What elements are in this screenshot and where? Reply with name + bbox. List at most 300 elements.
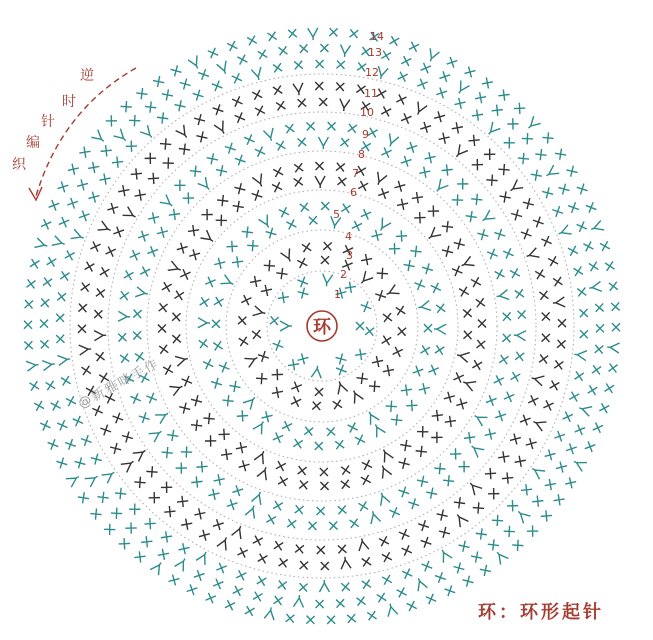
single-crochet-icon [297, 138, 306, 147]
single-crochet-icon [217, 195, 228, 206]
single-crochet-icon [180, 269, 190, 279]
increase-stitch-icon [79, 344, 92, 355]
single-crochet-icon [279, 558, 288, 567]
single-crochet-icon [257, 576, 267, 586]
increase-stitch-icon [508, 180, 524, 195]
single-crochet-icon [356, 597, 365, 606]
increase-stitch-icon [263, 128, 276, 142]
single-crochet-icon [309, 216, 318, 225]
single-crochet-icon [391, 414, 402, 425]
single-crochet-icon [253, 536, 263, 546]
single-crochet-icon [482, 77, 493, 88]
increase-stitch-icon [243, 394, 259, 410]
single-crochet-icon [592, 365, 601, 374]
single-crochet-icon [486, 395, 497, 406]
single-crochet-icon [502, 472, 513, 483]
single-crochet-icon [472, 360, 482, 370]
single-crochet-icon [432, 410, 443, 421]
single-crochet-icon [161, 531, 172, 542]
increase-stitch-icon [308, 28, 318, 40]
single-crochet-icon [542, 312, 550, 320]
single-crochet-icon [107, 203, 118, 214]
single-crochet-icon [327, 616, 335, 624]
single-crochet-icon [100, 425, 111, 436]
single-crochet-icon [378, 188, 389, 199]
single-crochet-icon [589, 262, 599, 272]
increase-stitch-icon [94, 330, 106, 340]
single-crochet-icon [147, 246, 158, 257]
single-crochet-icon [472, 159, 483, 170]
single-crochet-icon [521, 229, 532, 240]
single-crochet-icon [272, 182, 282, 192]
increase-stitch-icon [453, 512, 468, 528]
single-crochet-icon [456, 398, 467, 409]
single-crochet-icon [276, 268, 287, 279]
single-crochet-icon [100, 267, 110, 277]
single-crochet-icon [299, 44, 308, 53]
increase-stitch-icon [340, 45, 351, 58]
single-crochet-icon [134, 551, 145, 562]
increase-stitch-icon [135, 287, 149, 299]
single-crochet-icon [550, 381, 560, 391]
single-crochet-icon [434, 111, 445, 122]
increase-stitch-icon [319, 580, 329, 592]
increase-stitch-icon [414, 576, 428, 591]
single-crochet-icon [558, 319, 566, 327]
single-crochet-icon [226, 241, 237, 252]
single-crochet-icon [471, 552, 482, 563]
single-crochet-icon [67, 198, 78, 209]
single-crochet-icon [250, 276, 261, 287]
single-crochet-icon [278, 476, 288, 486]
single-crochet-icon [208, 48, 218, 58]
single-crochet-icon [273, 167, 283, 177]
increase-stitch-icon [574, 349, 587, 360]
increase-stitch-icon [373, 172, 387, 187]
single-crochet-icon [362, 557, 371, 566]
single-crochet-icon [47, 257, 57, 267]
single-crochet-icon [247, 36, 257, 46]
single-crochet-icon [298, 466, 307, 475]
single-crochet-icon [398, 72, 408, 82]
increase-stitch-icon [66, 472, 81, 487]
single-crochet-icon [57, 292, 66, 301]
single-crochet-icon [208, 489, 219, 500]
single-crochet-icon [471, 277, 481, 287]
single-crochet-icon [612, 323, 620, 331]
single-crochet-icon [442, 246, 453, 257]
single-crochet-icon [600, 241, 610, 251]
single-crochet-icon [242, 226, 253, 237]
single-crochet-icon [256, 373, 267, 384]
single-crochet-icon [65, 439, 76, 450]
increase-stitch-icon [217, 535, 231, 550]
single-crochet-icon [417, 426, 428, 437]
single-crochet-icon [431, 283, 441, 293]
single-crochet-icon [163, 365, 173, 375]
single-crochet-icon [327, 427, 336, 436]
single-crochet-icon [162, 282, 172, 292]
single-crochet-icon [416, 446, 427, 457]
single-crochet-icon [407, 601, 417, 611]
single-crochet-icon [401, 384, 412, 395]
single-crochet-icon [227, 499, 238, 510]
increase-stitch-icon [379, 447, 393, 462]
single-crochet-icon [321, 202, 329, 210]
single-crochet-icon [494, 375, 504, 385]
single-crochet-icon [255, 147, 265, 157]
single-crochet-icon [406, 400, 417, 411]
single-crochet-icon [472, 110, 483, 121]
single-crochet-icon [504, 526, 515, 537]
single-crochet-icon [205, 593, 215, 603]
single-crochet-icon [273, 340, 284, 351]
single-crochet-icon [355, 349, 366, 360]
single-crochet-icon [78, 304, 87, 313]
single-crochet-icon [133, 331, 141, 339]
single-crochet-icon [421, 537, 432, 548]
single-crochet-icon [272, 387, 283, 398]
single-crochet-icon [299, 480, 308, 489]
single-crochet-icon [68, 164, 79, 175]
single-crochet-icon [92, 406, 102, 416]
single-crochet-icon [565, 477, 576, 488]
single-crochet-icon [419, 383, 430, 394]
single-crochet-icon [304, 427, 313, 436]
single-crochet-icon [158, 549, 169, 560]
single-crochet-icon [459, 287, 469, 297]
direction-char-5: 织 [12, 157, 26, 173]
single-crochet-icon [205, 277, 215, 287]
single-crochet-icon [605, 384, 615, 394]
increase-stitch-icon [385, 603, 398, 617]
single-crochet-icon [498, 89, 509, 100]
single-crochet-icon [389, 507, 399, 517]
single-crochet-icon [468, 135, 479, 146]
increase-stitch-icon [455, 81, 470, 96]
increase-stitch-icon [335, 380, 348, 394]
single-crochet-icon [421, 63, 431, 73]
single-crochet-icon [500, 191, 511, 202]
single-crochet-icon [169, 575, 180, 586]
single-crochet-icon [181, 519, 192, 530]
single-crochet-icon [352, 221, 362, 231]
increase-stitch-icon [168, 261, 183, 275]
increase-stitch-icon [214, 121, 228, 136]
single-crochet-icon [299, 583, 308, 592]
round-number-label: 2 [340, 268, 347, 281]
single-crochet-icon [91, 454, 102, 465]
single-crochet-icon [495, 411, 506, 422]
single-crochet-icon [556, 462, 567, 473]
single-crochet-icon [252, 190, 263, 201]
single-crochet-icon [112, 157, 123, 168]
single-crochet-icon [543, 400, 553, 410]
increase-stitch-icon [349, 388, 363, 403]
single-crochet-icon [329, 521, 337, 529]
single-crochet-icon [535, 269, 545, 279]
single-crochet-icon [213, 579, 223, 589]
single-crochet-icon [401, 113, 411, 123]
single-crochet-icon [294, 61, 303, 70]
single-crochet-icon [485, 429, 496, 440]
single-crochet-icon [414, 212, 425, 223]
single-crochet-icon [517, 310, 525, 318]
single-crochet-icon [335, 440, 344, 449]
single-crochet-icon [315, 388, 323, 396]
single-crochet-icon [575, 371, 584, 380]
single-crochet-icon [417, 476, 428, 487]
single-crochet-icon [104, 524, 115, 535]
single-crochet-icon [401, 56, 411, 66]
single-crochet-icon [298, 288, 309, 299]
single-crochet-icon [40, 320, 48, 328]
single-crochet-icon [294, 163, 303, 172]
single-crochet-icon [159, 345, 168, 354]
single-crochet-icon [134, 477, 145, 488]
single-crochet-icon [559, 184, 570, 195]
single-crochet-icon [81, 435, 92, 446]
single-crochet-icon [26, 279, 35, 288]
single-crochet-icon [350, 519, 359, 528]
single-crochet-icon [507, 500, 518, 511]
single-crochet-icon [577, 222, 587, 232]
single-crochet-icon [146, 393, 156, 403]
single-crochet-icon [426, 488, 437, 499]
single-crochet-icon [431, 432, 442, 443]
single-crochet-icon [441, 164, 452, 175]
single-crochet-icon [442, 221, 453, 232]
single-crochet-icon [428, 205, 439, 216]
single-crochet-icon [25, 300, 34, 309]
single-crochet-icon [611, 302, 620, 311]
single-crochet-icon [389, 36, 399, 46]
increase-stitch-icon [315, 176, 325, 188]
single-crochet-icon [237, 410, 248, 421]
single-crochet-icon [424, 324, 432, 332]
single-crochet-icon [399, 458, 410, 469]
round-number-label: 9 [362, 128, 369, 141]
single-crochet-icon [476, 528, 487, 539]
increase-stitch-icon [220, 275, 235, 289]
single-crochet-icon [495, 269, 505, 279]
single-crochet-icon [316, 60, 324, 68]
single-crochet-icon [347, 614, 356, 623]
single-crochet-icon [599, 403, 609, 413]
single-crochet-icon [340, 138, 349, 147]
single-crochet-icon [341, 583, 350, 592]
single-crochet-icon [504, 137, 515, 148]
increase-stitch-icon [176, 125, 191, 141]
single-crochet-icon [126, 141, 137, 152]
single-crochet-icon [306, 616, 314, 624]
round-number-label: 7 [352, 167, 359, 180]
increase-stitch-icon [42, 359, 55, 371]
single-crochet-icon [397, 587, 407, 597]
single-crochet-icon [369, 381, 380, 392]
single-crochet-icon [410, 246, 421, 257]
single-crochet-icon [367, 611, 376, 620]
single-crochet-icon [512, 540, 523, 551]
single-crochet-icon [573, 267, 582, 276]
single-crochet-icon [523, 198, 534, 209]
single-crochet-icon [454, 497, 465, 508]
increase-stitch-icon [257, 465, 271, 480]
single-crochet-icon [527, 525, 538, 536]
round-number-label: 10 [360, 106, 374, 119]
single-crochet-icon [503, 312, 511, 320]
single-crochet-icon [279, 207, 289, 217]
single-crochet-icon [463, 331, 471, 339]
single-crochet-icon [356, 373, 367, 384]
single-crochet-icon [233, 201, 244, 212]
single-crochet-icon [148, 173, 159, 184]
single-crochet-icon [443, 475, 454, 486]
single-crochet-icon [177, 243, 188, 254]
increase-stitch-icon [155, 409, 170, 424]
single-crochet-icon [262, 411, 273, 422]
increase-stitch-icon [196, 550, 210, 565]
single-crochet-icon [222, 395, 233, 406]
single-crochet-icon [473, 502, 484, 513]
single-crochet-icon [57, 420, 67, 430]
increase-stitch-icon [245, 504, 259, 519]
increase-stitch-icon [378, 464, 392, 479]
single-crochet-icon [227, 41, 237, 51]
increase-stitch-icon [377, 491, 390, 506]
single-crochet-icon [480, 565, 491, 576]
single-crochet-icon [348, 124, 357, 133]
single-crochet-icon [125, 522, 136, 533]
round-number-label: 5 [333, 208, 340, 221]
single-crochet-icon [417, 79, 427, 89]
single-crochet-icon [138, 231, 149, 242]
single-crochet-icon [110, 443, 121, 454]
single-crochet-icon [214, 474, 225, 485]
single-crochet-icon [214, 297, 224, 307]
single-crochet-icon [244, 134, 254, 144]
single-crochet-icon [420, 345, 430, 355]
single-crochet-icon [336, 365, 347, 376]
single-crochet-icon [404, 260, 415, 271]
single-crochet-icon [487, 249, 497, 259]
increase-stitch-icon [26, 360, 39, 372]
single-crochet-icon [124, 270, 134, 280]
single-crochet-icon [85, 262, 95, 272]
single-crochet-icon [528, 395, 538, 405]
increase-stitch-icon [102, 468, 118, 483]
increase-stitch-icon [496, 290, 509, 302]
single-crochet-icon [291, 382, 301, 392]
single-crochet-icon [321, 256, 329, 264]
increase-stitch-icon [607, 342, 620, 353]
single-crochet-icon [216, 165, 227, 176]
single-crochet-icon [130, 393, 140, 403]
increase-stitch-icon [140, 125, 155, 141]
single-crochet-icon [252, 90, 262, 100]
increase-stitch-icon [438, 547, 452, 562]
single-crochet-icon [298, 353, 309, 364]
single-crochet-icon [164, 506, 175, 517]
single-crochet-icon [159, 303, 168, 312]
single-crochet-icon [341, 466, 350, 475]
single-crochet-icon [365, 327, 374, 336]
single-crochet-icon [520, 415, 531, 426]
single-crochet-icon [157, 112, 168, 123]
single-crochet-icon [436, 304, 445, 313]
single-crochet-icon [29, 381, 38, 390]
increase-stitch-icon [198, 177, 213, 193]
single-crochet-icon [541, 236, 551, 246]
single-crochet-icon [585, 441, 596, 452]
single-crochet-icon [172, 313, 180, 321]
single-crochet-icon [377, 593, 387, 603]
single-crochet-icon [160, 138, 171, 149]
single-crochet-icon [282, 421, 292, 431]
increase-stitch-icon [461, 377, 476, 391]
single-crochet-icon [396, 306, 405, 315]
single-crochet-icon [605, 261, 614, 270]
single-crochet-icon [336, 163, 345, 172]
single-crochet-icon [236, 570, 246, 580]
single-crochet-icon [79, 210, 90, 221]
increase-stitch-icon [525, 248, 540, 261]
increase-stitch-icon [254, 449, 268, 464]
increase-stitch-icon [434, 324, 446, 334]
single-crochet-icon [213, 341, 222, 350]
direction-char-4: 编 [26, 135, 40, 151]
single-crochet-icon [237, 55, 247, 65]
round-number-label: 4 [345, 230, 352, 243]
single-crochet-icon [444, 392, 455, 403]
increase-stitch-icon [417, 301, 431, 313]
single-crochet-icon [454, 238, 465, 249]
single-crochet-icon [294, 177, 303, 186]
increase-stitch-icon [264, 607, 276, 621]
single-crochet-icon [58, 181, 69, 192]
increase-stitch-icon [58, 354, 71, 365]
single-crochet-icon [471, 194, 482, 205]
single-crochet-icon [435, 345, 444, 354]
single-crochet-icon [176, 462, 187, 473]
single-crochet-icon [129, 504, 140, 515]
round-number-label: 12 [365, 66, 379, 79]
single-crochet-icon [608, 364, 617, 373]
single-crochet-icon [273, 432, 283, 442]
single-crochet-icon [131, 168, 142, 179]
single-crochet-icon [205, 435, 216, 446]
increase-stitch-icon [557, 225, 572, 239]
single-crochet-icon [194, 570, 205, 581]
single-crochet-icon [238, 316, 247, 325]
single-crochet-icon [453, 372, 463, 382]
single-crochet-icon [295, 545, 304, 554]
single-crochet-icon [273, 63, 282, 72]
single-crochet-icon [554, 360, 563, 369]
single-crochet-icon [179, 403, 190, 414]
single-crochet-icon [458, 541, 469, 552]
increase-stitch-icon [188, 55, 202, 70]
single-crochet-icon [466, 211, 477, 222]
single-crochet-icon [555, 149, 566, 160]
single-crochet-icon [454, 98, 465, 109]
single-crochet-icon [79, 147, 90, 158]
increase-stitch-icon [321, 274, 332, 287]
single-crochet-icon [315, 82, 323, 90]
single-crochet-icon [397, 199, 408, 210]
single-crochet-icon [276, 141, 286, 151]
direction-char-2: 时 [62, 94, 76, 110]
